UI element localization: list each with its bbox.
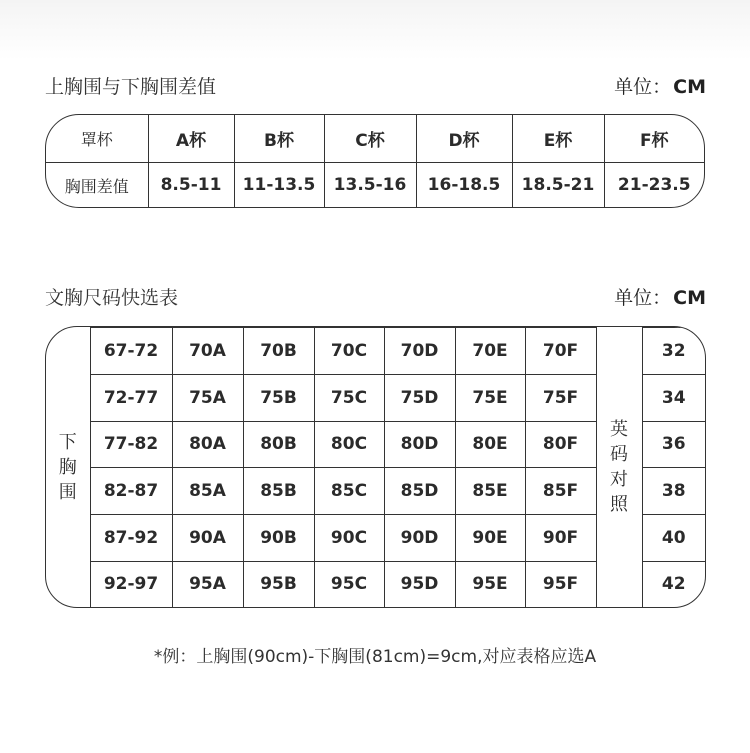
underbust-label-char: 下 — [58, 431, 77, 453]
underbust-range-cell: 67-72 — [90, 328, 172, 375]
size-cell: 90F — [525, 515, 596, 562]
unit-value: CM — [673, 287, 706, 309]
size-cell: 95A — [172, 561, 243, 607]
uk-size-cell: 32 — [642, 328, 705, 375]
size-cell: 95E — [455, 561, 525, 607]
uk-size-cell: 40 — [642, 515, 705, 562]
uk-size-label-char: 英 — [610, 419, 628, 441]
cup-diff-heading: 上胸围与下胸围差值 — [45, 76, 217, 98]
size-cell: 80E — [455, 421, 525, 468]
size-cell: 85F — [525, 468, 596, 515]
size-cell: 80B — [243, 421, 314, 468]
size-cell: 85D — [384, 468, 455, 515]
top-fade — [0, 0, 750, 60]
size-cell: 95F — [525, 561, 596, 607]
size-cell: 70F — [525, 328, 596, 375]
uk-size-label-char: 对 — [610, 469, 628, 491]
size-cell: 90A — [172, 515, 243, 562]
cup-value-cell: 11-13.5 — [234, 163, 324, 207]
uk-size-cell: 36 — [642, 421, 705, 468]
size-chart-heading: 文胸尺码快选表 — [45, 287, 179, 309]
underbust-range-cell: 87-92 — [90, 515, 172, 562]
size-cell: 80A — [172, 421, 243, 468]
unit-value: CM — [673, 76, 706, 98]
size-cell: 70B — [243, 328, 314, 375]
size-cell: 75A — [172, 374, 243, 421]
size-cell: 95C — [314, 561, 384, 607]
cup-value-cell: 8.5-11 — [148, 163, 234, 207]
cup-value-row — [46, 163, 704, 207]
unit-label: 单位： — [614, 76, 672, 98]
cup-value-cell: 21-23.5 — [604, 163, 704, 207]
underbust-range-cell: 72-77 — [90, 374, 172, 421]
size-cell: 90D — [384, 515, 455, 562]
example-note: *例：上胸围(90cm)-下胸围(81cm)=9cm,对应表格应选A — [153, 647, 597, 667]
size-cell: 85B — [243, 468, 314, 515]
size-cell: 85E — [455, 468, 525, 515]
unit-label: 单位： — [614, 287, 672, 309]
size-cell: 75D — [384, 374, 455, 421]
cup-header-cell: A杯 — [148, 115, 234, 163]
underbust-label-char: 围 — [58, 481, 77, 503]
underbust-label — [46, 328, 90, 608]
size-chart-table — [45, 326, 706, 608]
size-cell: 90B — [243, 515, 314, 562]
underbust-label-char: 胸 — [58, 456, 77, 478]
size-cell: 75B — [243, 374, 314, 421]
uk-size-label-char: 照 — [610, 494, 628, 516]
size-cell: 70A — [172, 328, 243, 375]
size-row — [46, 328, 705, 375]
size-cell: 90C — [314, 515, 384, 562]
uk-size-label — [596, 328, 642, 608]
size-cell: 75C — [314, 374, 384, 421]
size-cell: 80C — [314, 421, 384, 468]
uk-size-cell: 38 — [642, 468, 705, 515]
size-cell: 70C — [314, 328, 384, 375]
cup-header-cell: F杯 — [604, 115, 704, 163]
size-cell: 85C — [314, 468, 384, 515]
size-cell: 95D — [384, 561, 455, 607]
size-cell: 85A — [172, 468, 243, 515]
cup-header-cell: E杯 — [512, 115, 604, 163]
cup-header-cell: D杯 — [416, 115, 512, 163]
size-chart-unit — [614, 283, 706, 310]
underbust-range-cell: 92-97 — [90, 561, 172, 607]
size-cell: 95B — [243, 561, 314, 607]
cup-diff-unit — [614, 72, 706, 99]
cup-header-cell: 罩杯 — [46, 115, 148, 163]
uk-size-label-char: 码 — [610, 444, 628, 466]
cup-header-cell: B杯 — [234, 115, 324, 163]
size-cell: 80F — [525, 421, 596, 468]
size-cell: 90E — [455, 515, 525, 562]
cup-value-cell: 18.5-21 — [512, 163, 604, 207]
cup-value-cell: 胸围差值 — [64, 176, 129, 196]
uk-size-cell: 34 — [642, 374, 705, 421]
underbust-range-cell: 77-82 — [90, 421, 172, 468]
cup-value-cell: 13.5-16 — [324, 163, 416, 207]
size-cell: 75E — [455, 374, 525, 421]
cup-header-row — [46, 115, 704, 163]
size-cell: 70D — [384, 328, 455, 375]
cup-value-cell: 16-18.5 — [416, 163, 512, 207]
size-cell: 75F — [525, 374, 596, 421]
size-cell: 80D — [384, 421, 455, 468]
size-cell: 70E — [455, 328, 525, 375]
underbust-range-cell: 82-87 — [90, 468, 172, 515]
cup-header-cell: C杯 — [324, 115, 416, 163]
cup-diff-table — [45, 114, 705, 208]
uk-size-cell: 42 — [642, 561, 705, 607]
